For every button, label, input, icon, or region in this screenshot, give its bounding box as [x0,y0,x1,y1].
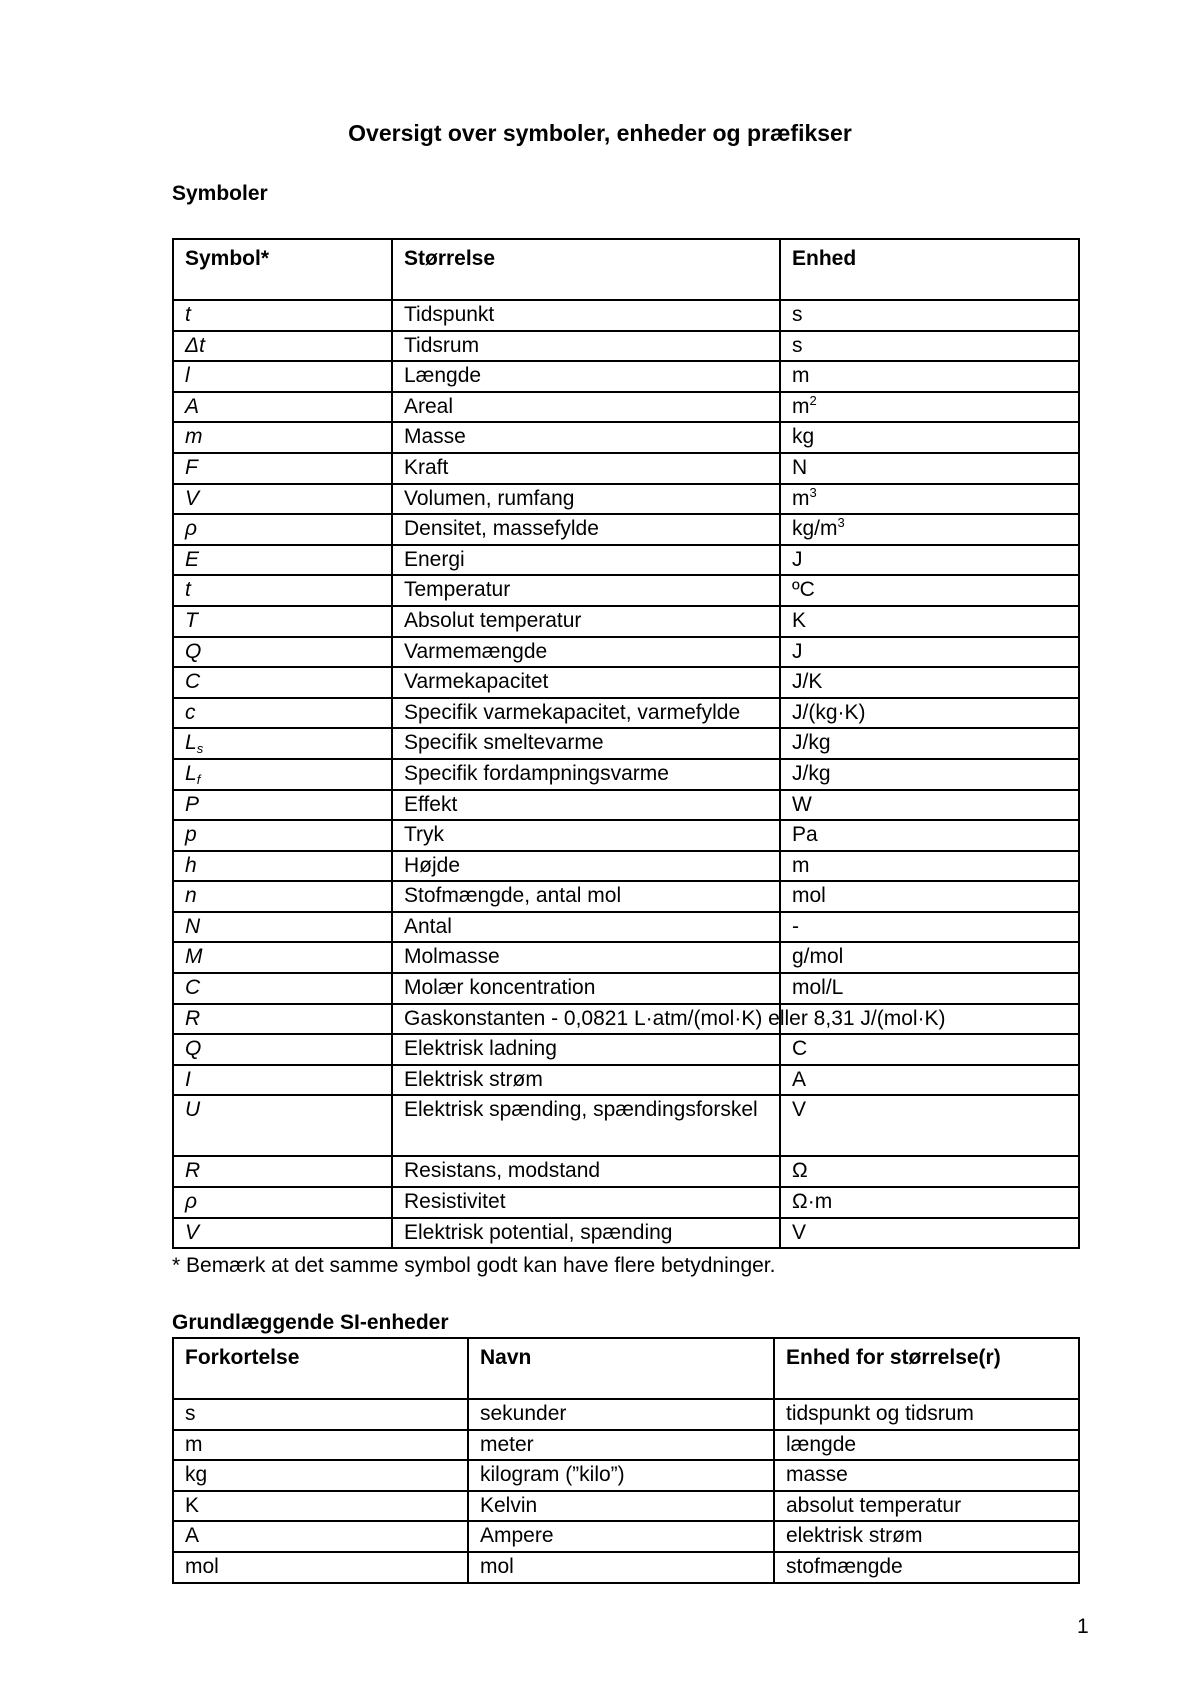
quantity-cell: Tidsrum [392,331,780,362]
symbol-text: E [185,547,200,571]
table-row [173,1034,1079,1065]
quantity-cell: Resistivitet [392,1187,780,1218]
column-header-quantity: Størrelse [392,239,780,300]
quantity-cell: Temperatur [392,575,780,606]
symbol-text: T [185,608,198,632]
quantity-cell: tidspunkt og tidsrum [774,1399,1079,1430]
symbol-cell [173,881,392,912]
quantity-cell: Specifik smeltevarme [392,728,780,759]
symbol-subscript: s [196,741,204,757]
table-row [173,392,1079,423]
symbol-cell [173,575,392,606]
quantity-cell: Molmasse [392,942,780,973]
symbol-text: L [185,731,197,755]
symbol-text: t [185,303,191,326]
unit-text: J/(kg·K) [792,700,866,724]
unit-cell [780,422,1079,453]
symbol-text: A [185,394,200,418]
si-units-heading: Grundlæggende SI-enheder [172,1311,449,1334]
unit-cell [780,912,1079,943]
symbol-text: m [185,425,203,449]
table-row [173,1065,1079,1096]
table-row [173,759,1079,790]
table-row [173,1004,1079,1035]
table-row [173,606,1079,637]
unit-text: J [792,639,803,663]
quantity-cell: Energi [392,545,780,576]
symbols-table [172,238,1080,1249]
symbol-cell [173,942,392,973]
table-row [173,973,1079,1004]
quantity-cell: Højde [392,851,780,882]
quantity-cell: Tryk [392,820,780,851]
symbol-cell [173,331,392,362]
abbreviation-cell: K [173,1491,468,1522]
unit-text: N [792,455,808,479]
unit-cell [780,851,1079,882]
unit-superscript: 3 [809,484,817,500]
symbols-footnote: * Bemærk at det samme symbol godt kan have flere betydninger. [172,1254,776,1277]
quantity-cell: Resistans, modstand [392,1156,780,1187]
symbol-text: n [185,884,197,908]
unit-text: V [792,1098,807,1122]
symbol-cell [173,820,392,851]
unit-text: m [792,853,810,877]
table-row [173,1552,1079,1583]
quantity-cell: elektrisk strøm [774,1521,1079,1552]
table-row [173,1460,1079,1491]
abbreviation-cell: A [173,1521,468,1552]
unit-text: K [792,608,807,632]
table-row [173,575,1079,606]
quantity-cell: masse [774,1460,1079,1491]
unit-text: mol/L [792,976,844,1000]
table-row [173,1521,1079,1552]
symbol-text: h [185,853,197,877]
unit-text: s [792,303,803,326]
table-row [173,1156,1079,1187]
symbol-cell [173,453,392,484]
quantity-cell: Antal [392,912,780,943]
name-cell: Kelvin [468,1491,774,1522]
symbol-text: F [185,455,198,479]
unit-cell [780,790,1079,821]
quantity-cell: Varmemængde [392,637,780,668]
symbol-text: ρ [185,1190,198,1214]
table-row [173,1430,1079,1461]
table-row [173,790,1079,821]
symbol-text: R [185,1006,201,1030]
symbol-cell [173,1065,392,1096]
symbol-text: V [185,486,200,510]
quantity-cell: Elektrisk spænding, spændingsforskel [392,1095,780,1156]
symbols-heading: Symboler [172,182,268,205]
symbol-cell [173,1187,392,1218]
table-row [173,1095,1079,1156]
symbol-cell [173,851,392,882]
unit-text: C [792,1037,808,1061]
unit-text: - [792,914,799,938]
unit-text: J/kg [792,731,831,755]
name-cell: mol [468,1552,774,1583]
unit-text: J [792,547,803,571]
quantity-cell: Effekt [392,790,780,821]
unit-cell [780,300,1079,331]
quantity-cell: Varmekapacitet [392,667,780,698]
table-row [173,667,1079,698]
symbol-cell [173,759,392,790]
table-row [173,1187,1079,1218]
unit-text: Ω [792,1159,808,1183]
quantity-cell: Tidspunkt [392,300,780,331]
symbol-text: l [185,364,190,388]
unit-text: J/K [792,670,823,694]
symbol-text: I [185,1067,191,1091]
unit-cell [780,1156,1079,1187]
quantity-cell: absolut temperatur [774,1491,1079,1522]
name-cell: sekunder [468,1399,774,1430]
symbol-text: P [185,792,200,816]
quantity-cell: Gaskonstanten - 0,0821 L·atm/(mol·K) eller 8,31 J/(mol·K) [392,1004,780,1035]
unit-cell [780,1034,1079,1065]
table-row [173,1399,1079,1430]
symbol-text: C [185,976,201,1000]
unit-cell [780,1218,1079,1249]
unit-text: kg [792,425,815,449]
unit-cell [780,484,1079,515]
unit-text: W [792,792,812,816]
quantity-cell: Masse [392,422,780,453]
quantity-cell: Stofmængde, antal mol [392,881,780,912]
symbol-text: p [185,823,197,847]
name-cell: Ampere [468,1521,774,1552]
unit-cell [780,759,1079,790]
symbol-text: N [185,914,201,938]
symbol-text: L [185,761,197,785]
page-title: Oversigt over symboler, enheder og præfikser [348,120,852,146]
abbreviation-cell: kg [173,1460,468,1491]
si-units-table [172,1337,1080,1584]
symbol-cell [173,1218,392,1249]
table-row [173,514,1079,545]
unit-cell [780,698,1079,729]
unit-text: m [792,364,810,388]
table-row [173,698,1079,729]
symbol-cell [173,514,392,545]
unit-cell [780,820,1079,851]
unit-text: m [792,394,810,418]
unit-text: V [792,1220,807,1244]
column-header-unit: Enhed [780,239,1079,300]
unit-text: g/mol [792,945,844,969]
table-row [173,453,1079,484]
quantity-cell: Længde [392,361,780,392]
symbol-text: M [185,945,203,969]
unit-superscript: 3 [837,515,845,531]
abbreviation-cell: m [173,1430,468,1461]
unit-cell [780,575,1079,606]
symbol-text: Q [185,1037,202,1061]
table-row [173,422,1079,453]
unit-cell [780,1187,1079,1218]
unit-text: kg/m [792,517,838,541]
quantity-cell: Volumen, rumfang [392,484,780,515]
table-row [173,361,1079,392]
symbol-cell [173,973,392,1004]
table-row [173,545,1079,576]
symbol-text: C [185,670,201,694]
si-header-row [173,1338,1079,1399]
unit-cell [780,1065,1079,1096]
symbol-cell [173,392,392,423]
unit-cell [780,606,1079,637]
symbol-cell [173,698,392,729]
abbreviation-cell: mol [173,1552,468,1583]
symbols-header-row [173,239,1079,300]
table-row [173,912,1079,943]
quantity-cell: Molær koncentration [392,973,780,1004]
unit-cell [780,637,1079,668]
symbol-cell [173,790,392,821]
unit-cell [780,361,1079,392]
symbol-subscript: f [196,771,201,787]
table-row [173,851,1079,882]
table-row [173,300,1079,331]
quantity-cell: stofmængde [774,1552,1079,1583]
column-header-abbreviation: Forkortelse [173,1338,468,1399]
unit-superscript: 2 [809,392,817,408]
unit-cell [780,514,1079,545]
unit-text: Pa [792,823,818,847]
symbol-cell [173,1095,392,1156]
quantity-cell: Specifik fordampningsvarme [392,759,780,790]
unit-cell [780,728,1079,759]
unit-text: mol [792,884,826,908]
page-number: 1 [1077,1615,1089,1638]
unit-cell [780,545,1079,576]
symbol-cell [173,728,392,759]
symbol-cell [173,637,392,668]
table-row [173,637,1079,668]
symbol-cell [173,300,392,331]
symbol-cell [173,1004,392,1035]
symbol-cell [173,484,392,515]
unit-cell [780,392,1079,423]
symbol-text: R [185,1159,201,1183]
symbol-cell [173,912,392,943]
symbol-text: t [185,578,191,602]
quantity-cell: Absolut temperatur [392,606,780,637]
unit-cell [780,881,1079,912]
symbol-text: U [185,1098,201,1122]
unit-text: Ω·m [792,1190,833,1214]
symbol-text: V [185,1220,200,1244]
quantity-cell: længde [774,1430,1079,1461]
column-header-name: Navn [468,1338,774,1399]
quantity-cell: Areal [392,392,780,423]
quantity-cell: Elektrisk potential, spænding [392,1218,780,1249]
name-cell: kilogram (”kilo”) [468,1460,774,1491]
name-cell: meter [468,1430,774,1461]
symbol-cell [173,545,392,576]
column-header-symbol: Symbol* [173,239,392,300]
unit-text: s [792,333,803,357]
unit-text: A [792,1067,807,1091]
symbol-cell [173,361,392,392]
unit-cell [780,667,1079,698]
table-row [173,881,1079,912]
quantity-cell: Specifik varmekapacitet, varmefylde [392,698,780,729]
unit-text: J/kg [792,761,831,785]
table-row [173,942,1079,973]
unit-cell [780,1095,1079,1156]
table-row [173,484,1079,515]
unit-text: ºC [792,578,815,602]
table-row [173,1491,1079,1522]
symbol-text: Q [185,639,202,663]
abbreviation-cell: s [173,1399,468,1430]
unit-cell [780,453,1079,484]
table-row [173,1218,1079,1249]
symbol-cell [173,606,392,637]
quantity-cell: Densitet, massefylde [392,514,780,545]
symbol-cell [173,667,392,698]
symbol-cell [173,422,392,453]
unit-cell [780,331,1079,362]
unit-cell [780,942,1079,973]
symbol-cell [173,1156,392,1187]
unit-text: m [792,486,810,510]
column-header-unit-for-quantity: Enhed for størrelse(r) [774,1338,1079,1399]
quantity-cell: Elektrisk strøm [392,1065,780,1096]
unit-cell [780,973,1079,1004]
table-row [173,820,1079,851]
symbol-text: c [185,700,196,724]
table-row [173,728,1079,759]
table-row [173,331,1079,362]
quantity-cell: Elektrisk ladning [392,1034,780,1065]
quantity-cell: Kraft [392,453,780,484]
symbol-text: Δt [185,333,205,357]
symbol-cell [173,1034,392,1065]
symbol-text: ρ [185,517,198,541]
